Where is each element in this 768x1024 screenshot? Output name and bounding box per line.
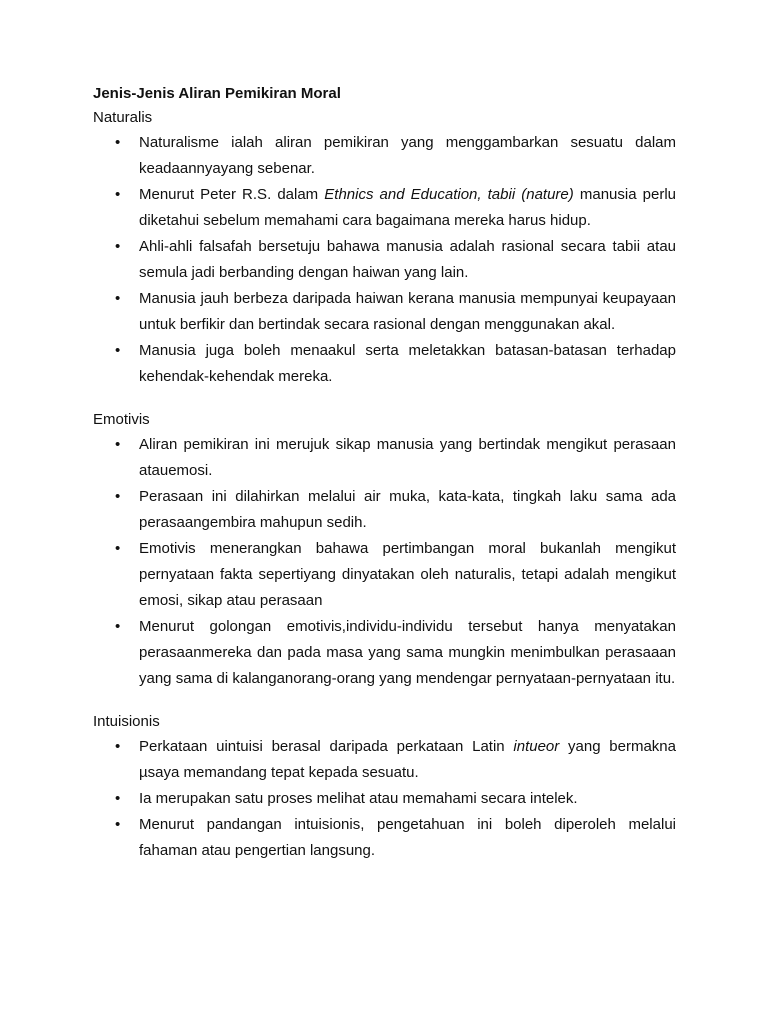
item-text: Menurut golongan emotivis,individu-individu tersebut hanya menyatakan perasaanmereka dan pada masa yang sama mungkin menimbulkan perasaaan yang sama di kalanganorang-orang yang mendengar pernyataan-pernyataan itu. xyxy=(139,618,676,687)
bullet-item xyxy=(93,432,676,484)
section-heading: Intuisionis xyxy=(93,713,160,730)
bullet-item xyxy=(93,614,676,692)
item-text: Perasaan ini dilahirkan melalui air muka, kata-kata, tingkah laku sama ada perasaangembira mahupun sedih. xyxy=(139,488,676,531)
item-text: Manusia juga boleh menaakul serta meletakkan batasan-batasan terhadap kehendak-kehendak mereka. xyxy=(139,342,676,385)
item-text: Emotivis menerangkan bahawa pertimbangan moral bukanlah mengikut pernyataan fakta sepertiyang dinyatakan oleh naturalis, tetapi adalah mengikut emosi, sikap atau perasaan xyxy=(139,540,676,609)
italic-text: Ethnics and Education, tabii (nature) xyxy=(324,186,574,203)
section-emotivis xyxy=(93,410,676,692)
bullet-list xyxy=(93,130,676,390)
item-text: Ahli-ahli falsafah bersetuju bahawa manusia adalah rasional secara tabii atau semula jadi berbanding dengan haiwan yang lain. xyxy=(139,238,676,281)
document-page xyxy=(93,84,676,864)
bullet-dot-icon: • xyxy=(115,238,121,255)
italic-text: intueor xyxy=(513,738,560,755)
item-text: manusia perlu diketahui sebelum memahami cara bagaimana mereka harus hidup. xyxy=(139,186,676,229)
bullet-dot-icon: • xyxy=(115,540,121,557)
bullet-item xyxy=(93,130,676,182)
item-text: Perkataan uintuisi berasal daripada perkataan Latin xyxy=(139,738,514,755)
bullet-dot-icon: • xyxy=(115,436,121,453)
bullet-dot-icon: • xyxy=(115,738,121,755)
section-heading: Naturalis xyxy=(93,109,153,126)
bullet-item xyxy=(93,786,676,812)
bullet-item xyxy=(93,234,676,286)
bullet-list xyxy=(93,432,676,692)
bullet-dot-icon: • xyxy=(115,816,121,833)
document-sections xyxy=(93,108,676,864)
item-text: Menurut Peter R.S. dalam xyxy=(139,186,325,203)
document-title: Jenis-Jenis Aliran Pemikiran Moral xyxy=(93,85,341,102)
bullet-item xyxy=(93,734,676,786)
item-text: Naturalisme ialah aliran pemikiran yang menggambarkan sesuatu dalam keadaannyayang sebenar. xyxy=(139,134,676,177)
bullet-item xyxy=(93,286,676,338)
item-text: Manusia jauh berbeza daripada haiwan kerana manusia mempunyai keupayaan untuk berfikir dan bertindak secara rasional dengan menggunakan akal. xyxy=(139,290,676,333)
bullet-dot-icon: • xyxy=(115,488,121,505)
bullet-dot-icon: • xyxy=(115,618,121,635)
item-text: Menurut pandangan intuisionis, pengetahuan ini boleh diperoleh melalui fahaman atau pengertian langsung. xyxy=(139,816,676,859)
bullet-item xyxy=(93,484,676,536)
item-text: Aliran pemikiran ini merujuk sikap manusia yang bertindak mengikut perasaan atauemosi. xyxy=(139,436,676,479)
item-text: yang bermakna µsaya memandang tepat kepada sesuatu. xyxy=(139,738,676,781)
bullet-dot-icon: • xyxy=(115,342,121,359)
section-intuisionis xyxy=(93,712,676,864)
bullet-dot-icon: • xyxy=(115,186,121,203)
bullet-item xyxy=(93,812,676,864)
bullet-item xyxy=(93,338,676,390)
bullet-dot-icon: • xyxy=(115,134,121,151)
bullet-list xyxy=(93,734,676,864)
section-naturalis xyxy=(93,108,676,390)
bullet-dot-icon: • xyxy=(115,290,121,307)
bullet-dot-icon: • xyxy=(115,790,121,807)
item-text: Ia merupakan satu proses melihat atau memahami secara intelek. xyxy=(139,790,578,807)
bullet-item xyxy=(93,182,676,234)
section-heading: Emotivis xyxy=(93,411,150,428)
bullet-item xyxy=(93,536,676,614)
